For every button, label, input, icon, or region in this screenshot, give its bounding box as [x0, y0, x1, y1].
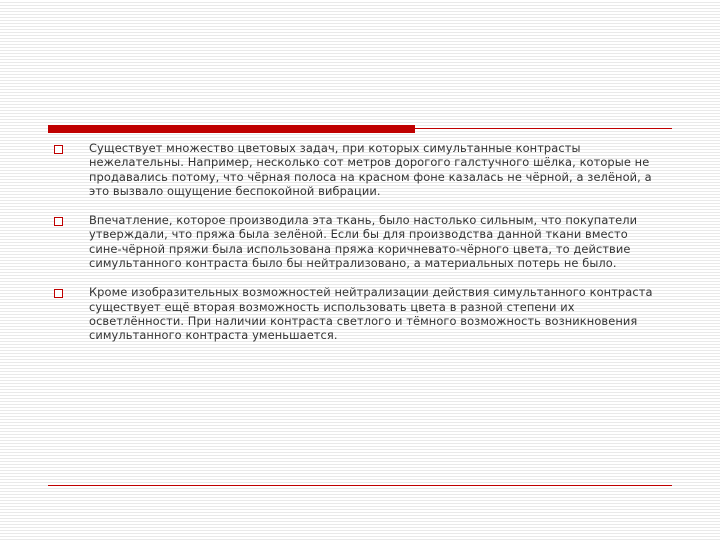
bullet-text: Кроме изобразительных возможностей нейтрализации действия симультанного контраста существует ещё вторая возможность использовать цвета в разной степени их осветлённости. При наличии контраста светлого и тёмного возможность возникновения симультанного контраста уменьшается. [89, 285, 653, 343]
bullet-text: Существует множество цветовых задач, при которых симультанные контрасты нежелательны. Например, несколько сот метров дорогого галстучного шёлка, которые не продавались потому, что чёрная полоса на красном фоне казалась не чёрной, а зелёной, а это вызвало ощущение беспокойной вибрации. [89, 141, 652, 198]
bullet-item [54, 141, 664, 198]
top-divider [48, 125, 672, 134]
bullet-item [54, 213, 664, 270]
square-bullet-icon [54, 145, 63, 154]
bottom-divider [48, 485, 672, 486]
top-divider-thick-segment [48, 125, 415, 133]
top-divider-thin-segment [415, 128, 672, 129]
bullet-item [54, 285, 664, 342]
square-bullet-icon [54, 289, 63, 298]
bullet-text: Впечатление, которое производила эта ткань, было настолько сильным, что покупатели утверждали, что пряжа была зелёной. Если бы для производства данной ткани вместо сине-чёрной пряжи была использована пряжа коричневато-чёрного цвета, то действие симультанного контраста было бы нейтрализовано, а материальных потерь не было. [89, 213, 638, 271]
square-bullet-icon [54, 217, 63, 226]
bullet-list [54, 141, 664, 358]
